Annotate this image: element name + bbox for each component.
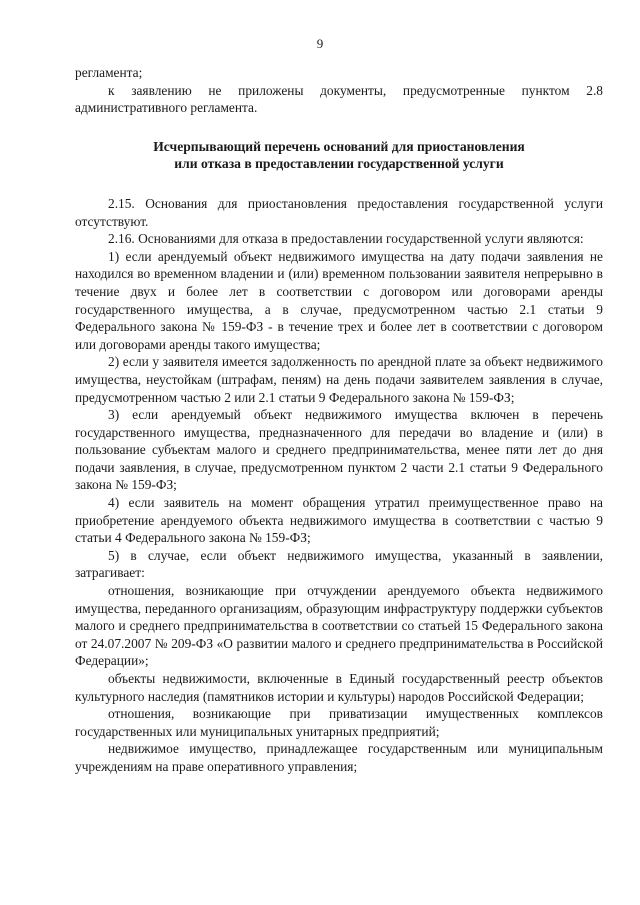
intro-item-k: к заявлению не приложены документы, предусмотренные пунктом 2.8 административного регламента. (75, 82, 603, 116)
paragraph-2-15: 2.15. Основания для приостановления предоставления государственной услуги отсутствуют. (75, 195, 603, 229)
subitem-operational-management: недвижимое имущество, принадлежащее государственным или муниципальным учреждениям на праве оперативного управления; (75, 741, 603, 774)
subitem-infrastructure: отношения, возникающие при отчуждении арендуемого объекта недвижимого имущества, переданного организациям, образующим инфраструктуру поддержки субъектов малого и среднего предпринимательства в соответствии со статьей 15 Федерального закона от 24.07.2007 № 209-ФЗ «О развитии малого и среднего предпринимательства в Российской Федерации»; (75, 583, 603, 669)
list-item-3: 3) если арендуемый объект недвижимого имущества включен в перечень государственного имущества, предназначенного для передачи во владение и (или) в пользование субъектам малого и среднего предпринимательства, менее пяти лет до дня подачи заявления, в случае, предусмотренном пунктом 2 части 2.1 статьи 9 Федерального закона № 159-ФЗ; (75, 407, 603, 493)
list-item-5: 5) в случае, если объект недвижимого имущества, указанный в заявлении, затрагивает: (75, 547, 603, 581)
page-number: 9 (316, 36, 324, 51)
list-item-4: 4) если заявитель на момент обращения утратил преимущественное право на приобретение арендуемого объекта недвижимого имущества в соответствии с частью 9 статьи 4 Федерального закона № 159-ФЗ; (75, 495, 603, 546)
list-item-1: 1) если арендуемый объект недвижимого имущества на дату подачи заявления не находился во временном владении и (или) временном пользовании заявителя непрерывно в течение двух и более лет в соответствии с договором или договорами аренды государственного имущества, а в случае, предусмотренном частью 2.1 статьи 9 Федерального закона № 159-ФЗ - в течение трех и более лет в соответствии с договором или договорами аренды такого имущества; (75, 248, 603, 352)
list-item-2: 2) если у заявителя имеется задолженность по арендной плате за объект недвижимого имущества, неустойкам (штрафам, пеням) на день подачи заявителем заявления в случае, предусмотренном частью 2 или 2.1 статьи 9 Федерального закона № 159-ФЗ; (75, 354, 603, 405)
intro-line: регламента; (75, 65, 143, 80)
paragraph-2-16: 2.16. Основаниями для отказа в предоставлении государственной услуги являются: (108, 231, 584, 247)
section-heading-line-1: Исчерпывающий перечень оснований для приостановления (153, 138, 525, 154)
subitem-cultural-heritage: объекты недвижимости, включенные в Единый государственный реестр объектов культурного наследия (памятников истории и культуры) народов Российской Федерации; (75, 671, 603, 704)
section-heading-line-2: или отказа в предоставлении государственной услуги (174, 156, 504, 172)
document-body (75, 64, 603, 776)
section-heading (75, 138, 603, 173)
subitem-privatization: отношения, возникающие при приватизации имущественных комплексов государственных или муниципальных унитарных предприятий; (75, 706, 603, 739)
